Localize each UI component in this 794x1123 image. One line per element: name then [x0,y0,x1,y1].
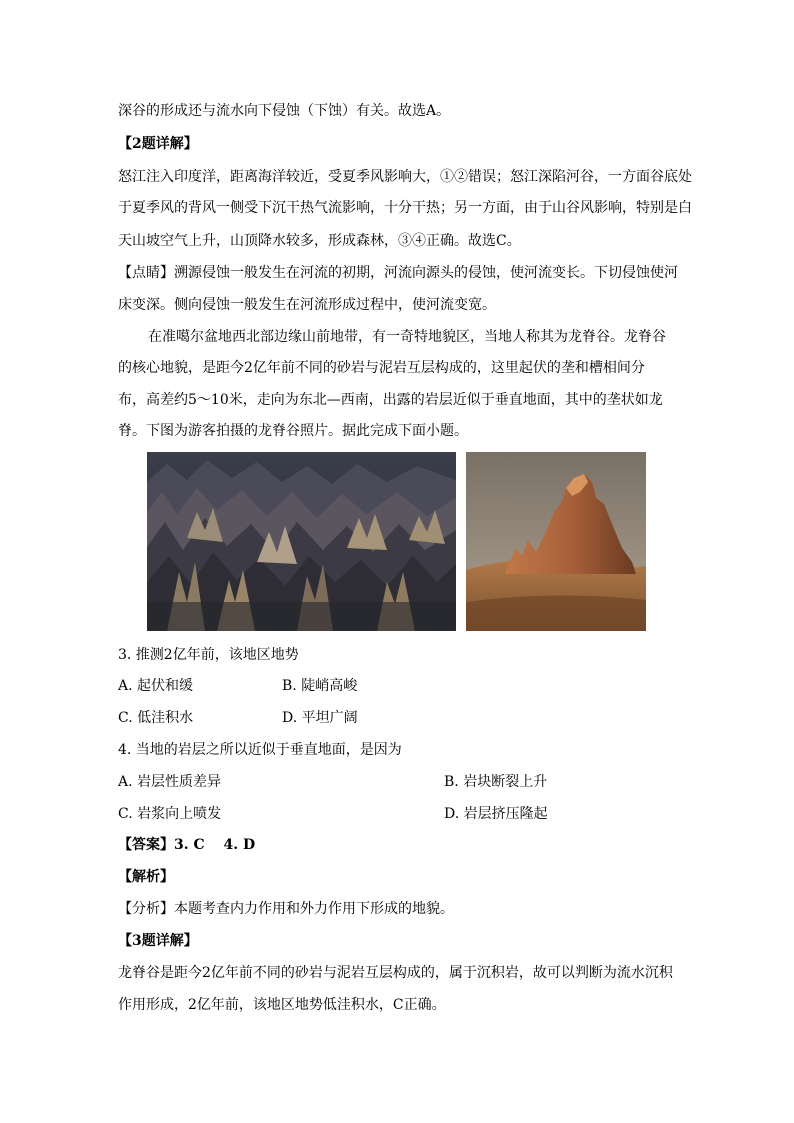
landscape-photo-ridges [147,452,456,631]
question-4-option-a: A. 岩层性质差异 [118,774,222,790]
question-3-option-c: C. 低洼积水 [118,710,194,726]
passage-line: 布，高差约5～10米，走向为东北—西南，出露的岩层近似于垂直地面，其中的垄状如龙 [118,392,663,408]
question-3-option-b: B. 陡峭高峻 [282,678,358,694]
analysis-heading: 【解析】 [118,869,174,885]
text-line: 天山坡空气上升，山顶降水较多，形成森林，③④正确。故选C。 [118,233,521,249]
passage-line: 在准噶尔盆地西北部边缘山前地带，有一奇特地貌区，当地人称其为龙脊谷。龙脊谷 [148,329,666,345]
question-4-option-c: C. 岩浆向上喷发 [118,806,222,822]
text-line: 【点睛】溯源侵蚀一般发生在河流的初期，河流向源头的侵蚀，使河流变长。下切侵蚀使河 [118,265,678,281]
passage-line: 脊。下图为游客拍摄的龙脊谷照片。据此完成下面小题。 [118,423,468,439]
text-line: 深谷的形成还与流水向下侵蚀（下蚀）有关。故选A。 [118,103,451,119]
section-heading: 【2题详解】 [118,136,198,152]
question-3-stem: 3. 推测2亿年前，该地区地势 [118,647,299,663]
analysis-text: 【分析】本题考查内力作用和外力作用下形成的地貌。 [118,901,454,917]
landscape-photo-rock-peak [466,452,646,631]
question-3-option-a: A. 起伏和缓 [118,678,194,694]
text-line: 于夏季风的背风一侧受下沉干热气流影响，十分干热；另一方面，由于山谷风影响，特别是白 [118,200,692,216]
question-4-stem: 4. 当地的岩层之所以近似于垂直地面，是因为 [118,742,402,758]
passage-line: 的核心地貌，是距今2亿年前不同的砂岩与泥岩互层构成的，这里起伏的垄和槽相间分 [118,360,645,376]
question-3-option-d: D. 平坦广阔 [282,710,358,726]
question-3-detail-line: 作用形成，2亿年前，该地区地势低洼积水，C正确。 [118,997,446,1013]
text-line: 怒江注入印度洋，距离海洋较近，受夏季风影响大，①②错误；怒江深陷河谷，一方面谷底处 [118,169,692,185]
question-3-detail-line: 龙脊谷是距今2亿年前不同的砂岩与泥岩互层构成的，属于沉积岩，故可以判断为流水沉积 [118,965,673,981]
question-4-option-d: D. 岩层挤压隆起 [444,806,548,822]
question-3-detail-heading: 【3题详解】 [118,933,198,949]
answer-line: 【答案】3. C 4. D [118,837,256,853]
text-line: 床变深。侧向侵蚀一般发生在河流形成过程中，使河流变宽。 [118,297,496,313]
question-4-option-b: B. 岩块断裂上升 [444,774,548,790]
